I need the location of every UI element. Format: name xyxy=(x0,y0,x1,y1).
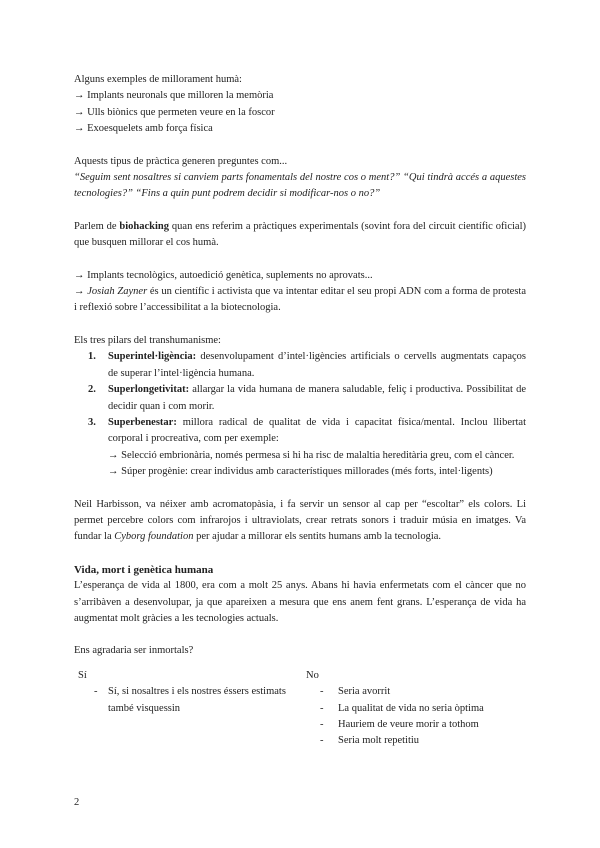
pillar-term: Superlongetivitat: xyxy=(108,384,190,396)
biohacking-pre: Parlem de xyxy=(74,220,120,232)
yes-item-text: Sí, si nosaltres i els nostres éssers estimats també visquessin xyxy=(108,686,286,714)
dash-marker: - xyxy=(320,719,324,730)
no-item-text: Seria avorrit xyxy=(338,686,391,698)
pillar-item xyxy=(74,349,526,382)
arrow: → xyxy=(74,286,88,298)
no-label: No xyxy=(306,669,319,681)
pillar-number: 3. xyxy=(88,416,96,428)
no-item xyxy=(306,684,526,700)
questions-intro: Aquests tipus de pràctica generen preguntes com... xyxy=(74,155,288,167)
pillar-number: 2. xyxy=(88,384,96,396)
no-column xyxy=(306,668,526,750)
pillar-item xyxy=(74,415,526,481)
harbisson-paragraph xyxy=(74,497,526,546)
biohacking-paragraph xyxy=(74,219,526,252)
biohacking-term: biohacking xyxy=(119,220,170,232)
pillars-intro: Els tres pilars del transhumanisme: xyxy=(74,334,221,346)
no-item-text: Seria molt repetitiu xyxy=(338,735,420,747)
example-item: → Ulls biònics que permeten veure en la foscor xyxy=(74,106,275,118)
dash-marker: - xyxy=(320,735,324,747)
pillar-text: millora radical de qualitat de vida i capacitat física/mental. Inclou llibertat corporal i procreativa, com per exemple: xyxy=(108,416,526,445)
pillars-section xyxy=(74,333,526,481)
no-item-text: Hauriem de veure morir a tothom xyxy=(338,719,479,730)
pillars-list xyxy=(74,349,526,480)
harbisson-post: per ajudar a millorar els sentits humans amb la tecnologia. xyxy=(193,531,442,543)
immortal-question: Ens agradaria ser inmortals? xyxy=(74,645,194,657)
pillar-term: Superbenestar: xyxy=(108,416,177,428)
example-item: → Exoesquelets amb força física xyxy=(74,123,213,135)
immortal-columns xyxy=(74,668,526,758)
examples-intro: Alguns exemples de millorament humà: xyxy=(74,74,242,85)
biohacking-post: quan ens referim a pràctiques experimentals (sovint fora del circuit científic oficial) que busquen millorar el cos humà. xyxy=(74,220,527,249)
pillar-text: allargar la vida humana de manera saludable, feliç i productiva. Possibilitat de decidir quan i com morir. xyxy=(108,384,526,412)
questions-section xyxy=(74,154,526,203)
pillar-subitem: → Selecció embrionària, només permesa si hi ha risc de malaltia hereditària greu, com el càncer. xyxy=(108,449,515,461)
harbisson-org: Cyborg foundation xyxy=(114,531,194,543)
zayner-line xyxy=(74,284,526,317)
section-heading: Vida, mort i genètica humana xyxy=(74,563,214,576)
zayner-name: Josiah Zayner xyxy=(87,286,148,298)
pillar-number: 1. xyxy=(88,351,96,363)
yes-label: Sí xyxy=(78,669,87,681)
pillar-subitem: → Súper progènie: crear individus amb característiques millorades (més forts, intel·ligents) xyxy=(108,466,493,478)
no-item xyxy=(306,701,526,717)
yes-column xyxy=(74,668,314,717)
dash-marker: - xyxy=(94,686,98,698)
pillar-item xyxy=(74,382,526,415)
no-item xyxy=(306,733,526,749)
no-item xyxy=(306,717,526,733)
dash-marker: - xyxy=(320,702,324,714)
examples-section xyxy=(74,72,526,138)
life-section xyxy=(74,562,526,628)
biohack-line: → Implants tecnològics, autoedició genètica, suplements no aprovats... xyxy=(74,269,373,281)
document-page xyxy=(74,72,526,758)
zayner-text: és un científic i activista que va intentar editar el seu propi ADN com a forma de protesta i reflexió sobre l’accessibilitat a la biotecnologia. xyxy=(74,286,526,314)
no-item-text: La qualitat de vida no seria òptima xyxy=(338,702,484,714)
pillar-text: desenvolupament d’intel·ligències artificials o cervells augmentats capaços de superar l’intel·ligència humana. xyxy=(108,351,526,379)
yes-item xyxy=(74,684,314,717)
pillar-term: Superintel·ligència: xyxy=(108,351,197,363)
example-item: → Implants neuronals que milloren la memòria xyxy=(74,90,274,102)
questions-quote: “Seguim sent nosaltres si canviem parts fonamentals del nostre cos o ment?” “Qui tindrà accés a aquestes tecnologies?” “Fins a quin punt podrem decidir si modificar-nos o no?” xyxy=(74,172,526,200)
section-text: L’esperança de vida al 1800, era com a molt 25 anys. Abans hi havia enfermetats com el càncer que no s’arribàven a desenvolupar, ja que apareixen a mesura que ens anem fent grans. L’esperança de vida ha augmentat molt gràcies a les tecnologies actuals. xyxy=(74,580,526,624)
page-number: 2 xyxy=(74,797,80,808)
dash-marker: - xyxy=(320,686,324,698)
harbisson-pre: Neil Harbisson, va néixer amb acromatopàsia, i fa servir un sensor al cap per “escoltar” els colors. Li permet percebre colors com infrarojos i ultraviolats, crear retrats sonors i traduir músia en imatges. Va fundar la xyxy=(74,498,526,543)
biohack-list xyxy=(74,268,526,317)
